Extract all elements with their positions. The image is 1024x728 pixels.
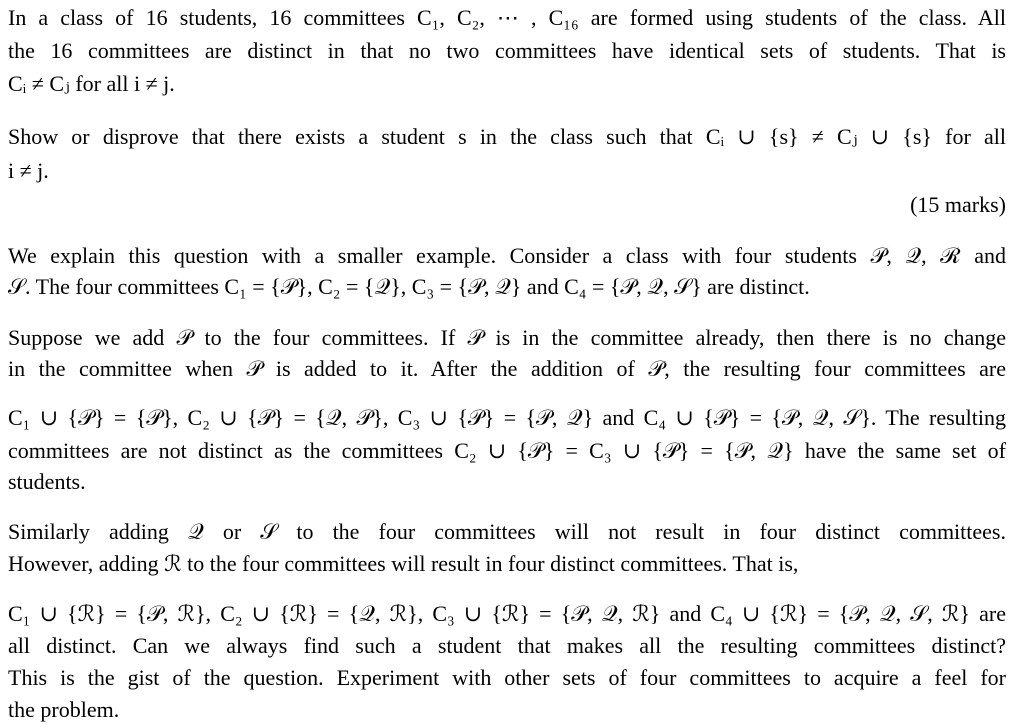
example-p3-line-3: students. [8,469,86,494]
example-p3-line-2: committees are not distinct as the committees C₂ ∪ {𝒫} = C₃ ∪ {𝒫} = {𝒫, 𝒬} have the same set of [8,438,1006,463]
example-p5-line-3: This is the gist of the question. Experiment with other sets of four committees to acquire a feel for [8,665,1006,690]
question-line-3: Cᵢ ≠ Cⱼ for all i ≠ j. [8,71,175,96]
marks-label: (15 marks) [910,192,1006,217]
question-line-1: In a class of 16 students, 16 committees C₁, C₂, ⋯ , C₁₆ are formed using students of the class. All [8,5,1006,30]
example-p4-line-1: Similarly adding 𝒬 or 𝒮 to the four committees will not result in four distinct committees. [8,519,1006,544]
example-p2-line-1: Suppose we add 𝒫 to the four committees. If 𝒫 is in the committee already, then there is no change [8,325,1006,350]
example-p3-line-1: C₁ ∪ {𝒫} = {𝒫}, C₂ ∪ {𝒫} = {𝒬, 𝒫}, C₃ ∪ {𝒫} = {𝒫, 𝒬} and C₄ ∪ {𝒫} = {𝒫, 𝒬, 𝒮}. The resulting [8,405,1006,430]
example-p1-line-1: We explain this question with a smaller example. Consider a class with four students 𝒫, 𝒬, ℛ and [8,243,1006,268]
question-line-2: the 16 committees are distinct in that no two committees have identical sets of students. That is [8,38,1006,63]
example-p5-line-4: the problem. [8,697,120,722]
example-p5-line-2: all distinct. Can we always find such a student that makes all the resulting committees distinct? [8,633,1006,658]
example-p5-line-1: C₁ ∪ {ℛ} = {𝒫, ℛ}, C₂ ∪ {ℛ} = {𝒬, ℛ}, C₃ ∪ {ℛ} = {𝒫, 𝒬, ℛ} and C₄ ∪ {ℛ} = {𝒫, 𝒬, 𝒮, ℛ} are [8,601,1006,626]
example-p1-line-2: 𝒮. The four committees C₁ = {𝒫}, C₂ = {𝒬}, C₃ = {𝒫, 𝒬} and C₄ = {𝒫, 𝒬, 𝒮} are distinct. [8,274,810,299]
question-line-5: i ≠ j. [8,158,49,183]
example-p4-line-2: However, adding ℛ to the four committees will result in four distinct committees. That is, [8,551,799,576]
question-line-4: Show or disprove that there exists a student s in the class such that Cᵢ ∪ {s} ≠ Cⱼ ∪ {s} for all [8,124,1006,149]
example-p2-line-2: in the committee when 𝒫 is added to it. After the addition of 𝒫, the resulting four committees are [8,356,1006,381]
